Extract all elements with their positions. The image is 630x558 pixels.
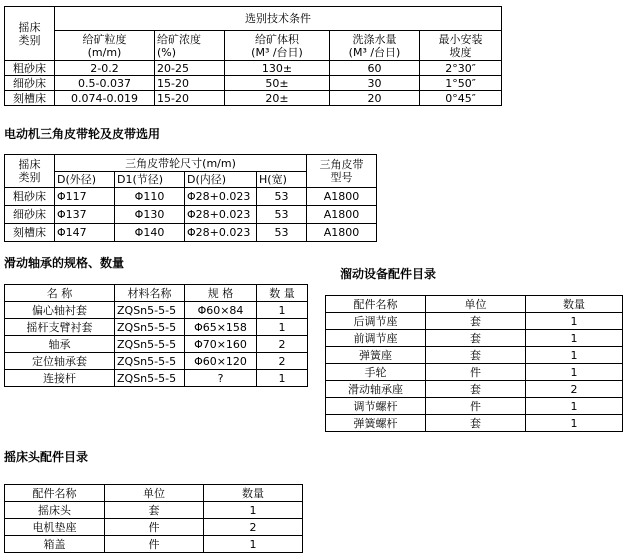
table-cell: 0°45″ — [420, 91, 502, 106]
header-pulley-size: 三角皮带轮尺寸(m/m) — [55, 155, 307, 172]
table-cell: 定位轴承套 — [5, 353, 115, 370]
table-cell: 滑动轴承座 — [326, 381, 426, 398]
table-cell: 后调节座 — [326, 313, 426, 330]
table-cell: 偏心轴衬套 — [5, 302, 115, 319]
header-feed-size: 给矿粒度 (m/m) — [55, 31, 155, 61]
table-cell: 2 — [204, 519, 303, 536]
table-cell: 套 — [426, 381, 526, 398]
header-material: 材料名称 — [115, 285, 185, 302]
header-width: H(宽) — [257, 172, 307, 188]
table-cell: 0.5-0.037 — [55, 76, 155, 91]
table-cell: 连接杆 — [5, 370, 115, 387]
table-cell: 2-0.2 — [55, 61, 155, 76]
table-cell: 手轮 — [326, 364, 426, 381]
table-cell: 弹簧座 — [326, 347, 426, 364]
table-row — [5, 536, 303, 553]
table-row — [5, 336, 308, 353]
table-cell: Φ28+0.023 — [185, 188, 257, 206]
table-cell: ZQSn5-5-5 — [115, 336, 185, 353]
table-row — [5, 502, 303, 519]
header-unit: 单位 — [426, 296, 526, 313]
table-row — [5, 188, 377, 206]
table-cell: 1 — [526, 347, 623, 364]
table-cell: 2°30″ — [420, 61, 502, 76]
ore-separation-conditions-table — [4, 6, 502, 106]
section-heading-slide-equipment-parts: 溜动设备配件目录 — [340, 267, 437, 281]
header-inner-diameter: D(内径) — [185, 172, 257, 188]
table-cell: Φ147 — [55, 224, 115, 242]
table-cell: ZQSn5-5-5 — [115, 302, 185, 319]
table-cell: ? — [185, 370, 257, 387]
header-table-type: 摇床 类别 — [5, 7, 55, 61]
table-cell: A1800 — [307, 188, 377, 206]
table-cell: Φ60×120 — [185, 353, 257, 370]
table-cell: A1800 — [307, 224, 377, 242]
section-heading-bearings: 滑动轴承的规格、数量 — [4, 256, 125, 270]
table-row — [326, 347, 623, 364]
belt-pulley-table — [4, 154, 377, 242]
table-cell: 套 — [426, 415, 526, 432]
table-cell: 件 — [105, 519, 204, 536]
table-cell: 套 — [426, 313, 526, 330]
header-quantity: 数量 — [526, 296, 623, 313]
table-cell: 箱盖 — [5, 536, 105, 553]
table-row — [5, 61, 502, 76]
table-cell: Φ110 — [115, 188, 185, 206]
table-cell: 件 — [426, 364, 526, 381]
table-cell: 刻槽床 — [5, 224, 55, 242]
table-cell: 1 — [204, 502, 303, 519]
table-row — [326, 398, 623, 415]
table-cell: 前调节座 — [326, 330, 426, 347]
header-table-type: 摇床 类别 — [5, 155, 55, 188]
table-cell: 摇床头 — [5, 502, 105, 519]
table-cell: 53 — [257, 206, 307, 224]
table-cell: 2 — [257, 353, 308, 370]
table-cell: 1 — [526, 364, 623, 381]
table-cell: 1 — [257, 319, 308, 336]
table-cell: 1 — [526, 313, 623, 330]
table-cell: 53 — [257, 224, 307, 242]
table-cell: Φ60×84 — [185, 302, 257, 319]
table-cell: 粗砂床 — [5, 61, 55, 76]
table-cell: 摇杆支臂衬套 — [5, 319, 115, 336]
header-feed-volume: 给矿体积 (M³ /台日) — [225, 31, 330, 61]
table-row — [326, 381, 623, 398]
header-quantity: 数量 — [204, 485, 303, 502]
table-cell: 件 — [105, 536, 204, 553]
table-cell: 130± — [225, 61, 330, 76]
table-cell: 套 — [105, 502, 204, 519]
table-cell: 60 — [330, 61, 420, 76]
table-cell: A1800 — [307, 206, 377, 224]
table-cell: 1 — [257, 370, 308, 387]
table-cell: 20± — [225, 91, 330, 106]
table-cell: ZQSn5-5-5 — [115, 353, 185, 370]
table-cell: 15-20 — [155, 76, 225, 91]
table-row — [5, 319, 308, 336]
table-cell: 50± — [225, 76, 330, 91]
table-cell: 0.074-0.019 — [55, 91, 155, 106]
table-cell: 1 — [257, 302, 308, 319]
table-cell: Φ140 — [115, 224, 185, 242]
table-cell: 粗砂床 — [5, 188, 55, 206]
table-cell: Φ137 — [55, 206, 115, 224]
table-cell: 件 — [426, 398, 526, 415]
table-cell: 轴承 — [5, 336, 115, 353]
table-cell: Φ130 — [115, 206, 185, 224]
table-row — [5, 224, 377, 242]
table-row — [5, 302, 308, 319]
table-cell: 15-20 — [155, 91, 225, 106]
header-separation-conditions: 选别技术条件 — [55, 7, 502, 31]
table-cell: 1 — [204, 536, 303, 553]
header-name: 名 称 — [5, 285, 115, 302]
section-heading-table-head-parts: 摇床头配件目录 — [4, 450, 89, 464]
table-cell: Φ117 — [55, 188, 115, 206]
table-row — [326, 364, 623, 381]
table-row — [5, 76, 502, 91]
slide-equipment-parts-table — [325, 295, 623, 432]
table-row — [5, 370, 308, 387]
table-row — [5, 206, 377, 224]
table-cell: 细砂床 — [5, 76, 55, 91]
table-cell: Φ28+0.023 — [185, 206, 257, 224]
table-cell: Φ28+0.023 — [185, 224, 257, 242]
header-min-slope: 最小安装 坡度 — [420, 31, 502, 61]
header-part-name: 配件名称 — [326, 296, 426, 313]
table-cell: 套 — [426, 347, 526, 364]
table-cell: ZQSn5-5-5 — [115, 319, 185, 336]
table-row — [5, 91, 502, 106]
table-cell: Φ65×158 — [185, 319, 257, 336]
table-cell: ZQSn5-5-5 — [115, 370, 185, 387]
header-belt-model: 三角皮带 型号 — [307, 155, 377, 188]
header-feed-concentration: 给矿浓度 (%) — [155, 31, 225, 61]
table-cell: 20-25 — [155, 61, 225, 76]
section-heading-motor-belt: 电动机三角皮带轮及皮带选用 — [4, 127, 161, 141]
table-cell: 1 — [526, 415, 623, 432]
table-cell: 20 — [330, 91, 420, 106]
table-cell: 电机垫座 — [5, 519, 105, 536]
table-row — [326, 330, 623, 347]
header-pitch-diameter: D1(节径) — [115, 172, 185, 188]
table-row — [5, 353, 308, 370]
header-unit: 单位 — [105, 485, 204, 502]
table-cell: 2 — [526, 381, 623, 398]
table-cell: 2 — [257, 336, 308, 353]
table-row — [326, 415, 623, 432]
table-cell: 1°50″ — [420, 76, 502, 91]
header-outer-diameter: D(外径) — [55, 172, 115, 188]
header-part-name: 配件名称 — [5, 485, 105, 502]
table-cell: 细砂床 — [5, 206, 55, 224]
header-quantity: 数 量 — [257, 285, 308, 302]
table-cell: 53 — [257, 188, 307, 206]
sliding-bearing-table — [4, 284, 308, 387]
table-cell: 30 — [330, 76, 420, 91]
table-head-parts-table — [4, 484, 303, 553]
table-cell: 调节螺杆 — [326, 398, 426, 415]
table-cell: Φ70×160 — [185, 336, 257, 353]
table-cell: 弹簧螺杆 — [326, 415, 426, 432]
table-cell: 套 — [426, 330, 526, 347]
table-cell: 1 — [526, 330, 623, 347]
header-spec: 规 格 — [185, 285, 257, 302]
header-wash-water: 洗涤水量 (M³ /台日) — [330, 31, 420, 61]
table-row — [326, 313, 623, 330]
table-cell: 刻槽床 — [5, 91, 55, 106]
table-row — [5, 519, 303, 536]
table-cell: 1 — [526, 398, 623, 415]
